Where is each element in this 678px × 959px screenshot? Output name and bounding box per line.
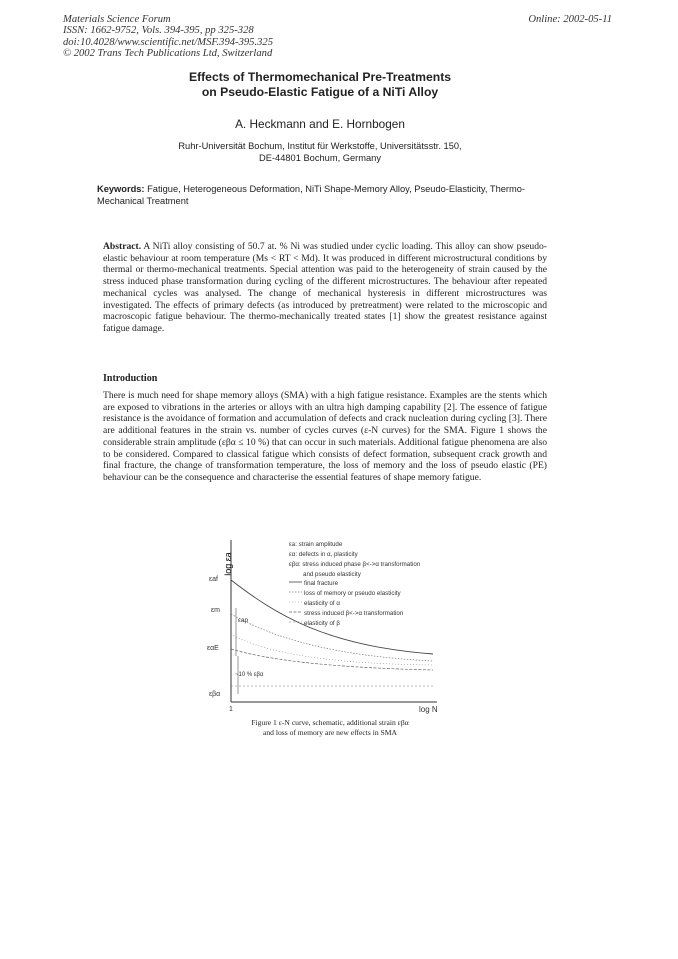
caption-line-1: Figure 1 ε-N curve, schematic, additional strain εβα (251, 718, 409, 727)
online-date: Online: 2002-05-11 (528, 14, 612, 25)
abstract-text: A NiTi alloy consisting of 50.7 at. % Ni was studied under cyclic loading. This alloy can show pseudo-elastic behaviour at room temperature (Ms < RT < Md). It was produced in different microstructural conditions by thermal or thermo-mechanical treatments. Special attention was paid to the heterogeneity of strain caused by the stress induced phase transformation during cycling of the different microstructures. The behaviour after repeated mechanical cycles was analysed. The change of mechanical hysteresis in different microstructures was investigated. The effects of primary defects (as introduced by pretreatment) were related to the microscopic and macroscopic fatigue behaviour. The thermo-mechanically treated states [1] show the greatest resistance against fatigue damage. (103, 241, 547, 334)
affiliation-line-1: Ruhr-Universität Bochum, Institut für Werkstoffe, Universitätsstr. 150, (178, 141, 462, 151)
keywords-label: Keywords: (97, 184, 145, 194)
publication-metadata (63, 14, 273, 59)
ten-percent-label: ~10 % εβα (235, 672, 264, 678)
journal-name: Materials Science Forum (63, 14, 171, 25)
legend-pseudo-elasticity: and pseudo elasticity (303, 571, 361, 578)
introduction-heading: Introduction (103, 373, 158, 384)
legend-elasticity-beta: elasticity of β (304, 620, 340, 627)
legend-defects-plasticity: εα: defects in α, plasticity (289, 551, 358, 558)
curve-elasticity-alpha (231, 634, 433, 665)
keywords (97, 184, 557, 207)
figure-1 (205, 534, 455, 714)
y-axis-label: log εa (223, 552, 233, 576)
legend-loss-of-memory: loss of memory or pseudo elasticity (304, 590, 401, 597)
legend-strain-amplitude: εa: strain amplitude (289, 541, 343, 548)
introduction-text: There is much need for shape memory alloys (SMA) with a high fatigue resistance. Examples are the stents which are exposed to vibrations in the arteries or alloys with an ultra high damping capability [2]. The essence of fatigue resistance is the avoidance of formation and accumulation of defects and crack nucleation during cycling [3]. There are additional features in the strain vs. number of cycles curves (ε-N curves) for the SMA. Figure 1 shows the considerable strain amplitude (εβα ≤ 10 %) that can occur in such materials. Additional fatigue phenomena are also to be considered. Compared to classical fatigue which consists of defect formation, subsequent crack growth and final fracture, the change of transformation temperature, the loss of memory and the loss of pseudo elastic (PE) behaviour can be the consequence and characterise the essential features of shape memory fatigue. (103, 390, 547, 483)
title-line-1: Effects of Thermomechanical Pre-Treatments (188, 70, 452, 84)
caption-line-2: and loss of memory are new effects in SMA (263, 728, 397, 738)
figure-caption (205, 718, 455, 739)
doi-link[interactable]: doi:10.4028/www.scientific.net/MSF.394-395.325 (63, 36, 273, 48)
keywords-text: Fatigue, Heterogeneous Deformation, NiTi Shape-Memory Alloy, Pseudo-Elasticity, Thermo-Mechanical Treatment (97, 184, 526, 206)
legend-stress-induced-phase: εβα: stress induced phase β<->α transformation (289, 561, 421, 568)
title-line-2: on Pseudo-Elastic Fatigue of a NiTi Alloy (201, 84, 439, 99)
paper-title (130, 70, 510, 99)
abstract (103, 241, 547, 335)
curve-stress-induced-transformation (231, 649, 433, 670)
y-tick-em: εm (211, 607, 220, 614)
en-curve-diagram (205, 534, 455, 714)
copyright-line: © 2002 Trans Tech Publications Ltd, Switzerland (63, 47, 273, 59)
affiliation-line-2: DE-44801 Bochum, Germany (259, 152, 381, 163)
authors: A. Heckmann and E. Hornbogen (235, 117, 405, 131)
affiliation (140, 141, 500, 164)
y-tick-eaf: εaf (209, 576, 218, 583)
legend-elasticity-alpha: elasticity of α (304, 600, 340, 607)
legend-stress-induced-transformation: stress induced β<->α transformation (304, 610, 404, 617)
x-axis-label: log N (419, 705, 438, 714)
legend-final-fracture: final fracture (304, 580, 339, 587)
abstract-label: Abstract. (103, 241, 142, 252)
y-tick-eba: εβα (209, 691, 221, 698)
x-origin-label: 1 (229, 706, 233, 713)
issn-line: ISSN: 1662-9752, Vols. 394-395, pp 325-328 (63, 25, 254, 37)
y-tick-eaE: εαE (207, 645, 219, 652)
eps-ap-label: εap (238, 617, 249, 624)
